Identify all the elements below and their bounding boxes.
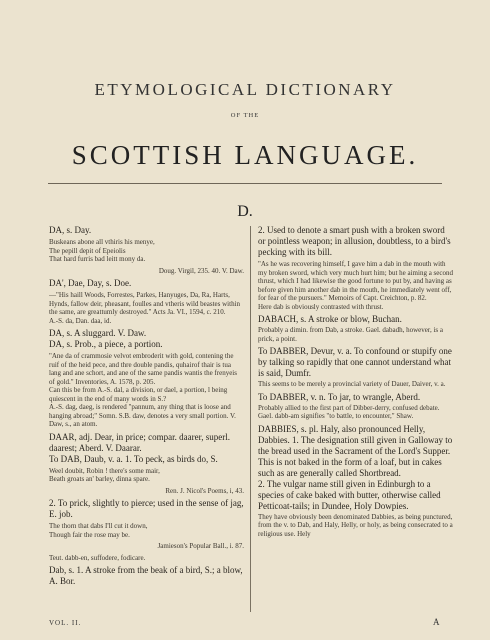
entry-note: This seems to be merely a provincial variety of Dauer, Daiver, v. a. <box>258 380 446 388</box>
entry-example: Weel doubit, Robin ! there's some mair, Beath groats an' barley, dinna spare. <box>49 466 160 483</box>
entry-definition: Dear, in price; compar. daarer, superl. daarest; Aberd. V. Daarar. <box>49 431 230 453</box>
dictionary-entry <box>49 498 244 520</box>
entry-headword: Dab, s. <box>49 565 77 575</box>
entry-definition: 2. To prick, slightly to pierce; used in the sense of jag, E. job. <box>49 498 244 519</box>
column-divider <box>250 226 251 612</box>
dictionary-entry <box>49 328 244 339</box>
dictionary-entry <box>49 432 244 454</box>
entry-headword: DABBIES, s. pl. <box>258 423 321 434</box>
entry-definition: Prob., a piece, a portion. <box>74 339 163 349</box>
entry-headword: To DABBER, Devur, v. a. <box>258 346 355 356</box>
dictionary-entry <box>49 565 244 587</box>
entry-note: Probably allied to the first part of Dibber-derry, confused debate. Gael. dabb-am signifies "to battle, to encounter," Shaw. <box>258 403 440 420</box>
entry-example: —"His haill Woods, Forrestes, Parkes, Hanyuges, Da, Ra, Harts, Hynds, fallow deir, pheasant, foulles and vtheris wild beastes within the same, are greattumly destroyed." Acts Ja. VI., 1594, c. 210. A.-S. da, Dan. daa, id. <box>49 291 241 325</box>
entry-definition: A stroke or blow, Buchan. <box>308 314 402 324</box>
entry-headword: To DABBER, v. n. <box>258 391 328 402</box>
dictionary-entry <box>49 339 244 350</box>
title-rule <box>48 183 442 184</box>
dictionary-entry <box>49 278 244 289</box>
right-column <box>258 225 453 541</box>
entry-headword: DAAR, adj. <box>49 431 95 442</box>
entry-definition: Day. <box>74 225 92 235</box>
dictionary-entry <box>49 454 244 465</box>
left-column <box>49 225 244 587</box>
entry-definition: 2. Used to denote a smart push with a broken sword or pointless weapon; in allusion, doubtless, to a bird's pecking with its bill. <box>258 225 451 257</box>
entry-example: The thorn that dabs I'll cut it down, Though fair the rose may be. <box>49 522 148 539</box>
entry-example: Buskeans abone all vthiris his menye, The pepill depit of Epeiolis That hard furris bad leitt mony da. <box>49 238 155 263</box>
entry-definition: 1. To peck, as birds do, S. <box>125 453 218 464</box>
entry-headword: DA, s. <box>49 339 75 349</box>
citation: Ren. J. Nicol's Poems, i, 43. <box>165 486 244 495</box>
entry-definition: Doe. <box>114 278 132 288</box>
entry-headword: To DAB, Daub, v. a. <box>49 453 126 464</box>
entry-definition: A sluggard. V. Daw. <box>74 328 147 338</box>
dictionary-entry <box>258 346 453 379</box>
page-title: ETYMOLOGICAL DICTIONARY <box>94 80 396 99</box>
entry-note: They have obviously been denominated Dabbies, as being punctured, from the v. to Dab, and Haly, Helly, or holy, as being consecrated to a religious use. Hely <box>258 512 453 538</box>
volume-label: VOL. II. <box>49 619 82 627</box>
dictionary-entry <box>258 424 453 479</box>
entry-definition: To confound or stupify one by talking so rapidly that one cannot understand what is said, Dumfr. <box>258 346 452 378</box>
entry-headword: DA', Dae, Day, s. <box>49 278 115 288</box>
signature-mark: A <box>433 617 440 627</box>
entry-definition: Haly, also pronounced Helly, Dabbies. 1. The designation still given in Galloway to the bread used in the Sacrament of the Lord's Supper. This is not baked in the form of a loaf, but in cakes such as are generally called Shortbread. <box>258 423 453 478</box>
entry-note: Probably a dimin. from Dab, a stroke. Gael. dabadh, however, is a prick, a point. <box>258 326 443 343</box>
entry-headword: DA, s. <box>49 225 75 235</box>
language-title: SCOTTISH LANGUAGE. <box>71 140 419 170</box>
citation: Jamieson's Popular Ball., i. 87. <box>157 542 244 550</box>
section-letter: D. <box>237 203 253 220</box>
dictionary-entry <box>258 225 453 258</box>
entry-definition: 1. A stroke from the beak of a bird, S.; a blow, A. Bor. <box>49 565 243 586</box>
entry-headword: DA, s. <box>49 328 75 338</box>
entry-headword: DABACH, s. <box>258 314 309 324</box>
entry-definition: To jar, to wrangle, Aberd. <box>327 391 421 402</box>
dictionary-entry <box>49 225 244 236</box>
dictionary-entry <box>258 479 453 512</box>
title-connector: OF THE <box>230 112 260 119</box>
entry-note: Teut. dabb-en, suffodere, fodicare. <box>49 553 146 562</box>
entry-example: "As he was recovering himself, I gave him a dab in the mouth with my broken sword, which very much hurt him; but he aiming a second thrust, which I had likewise the good fortune to put by, and having as before given him another dab in the mouth, he immediately went off, for fear of the pursuers." Memoirs of Capt. Creichton, p. 82. Here dab is obviously contrasted with thrust. <box>258 260 453 311</box>
entry-definition: 2. The vulgar name still given in Edinburgh to a species of cake baked with butter, otherwise called Petticoat-tails; in Dundee, Holy Dowpies. <box>258 478 441 511</box>
citation: Doug. Virgil, 235. 40. V. Daw. <box>158 266 244 275</box>
dictionary-entry <box>258 392 453 403</box>
dictionary-entry <box>258 314 453 325</box>
entry-example: "Ane da of crammosie velvot embroderit with gold, contening the ruif of the heid pece, and thre double pandis, quhairof thair is tua lang and ane schort, and ane of the same pandis wantis the frenyeis of gold." Inventories, A. 1578, p. 205. Can this be from A.-S. dal, a division, or dael, a portion, l being quiescent in the end of many words in S.? A.-S. dag, daeg, is rendered "pannum, any thing that is loose and hanging abroad;" Somn. S.B. daw, denotes a very small portion. V. Daw, s., an atom. <box>49 352 237 428</box>
